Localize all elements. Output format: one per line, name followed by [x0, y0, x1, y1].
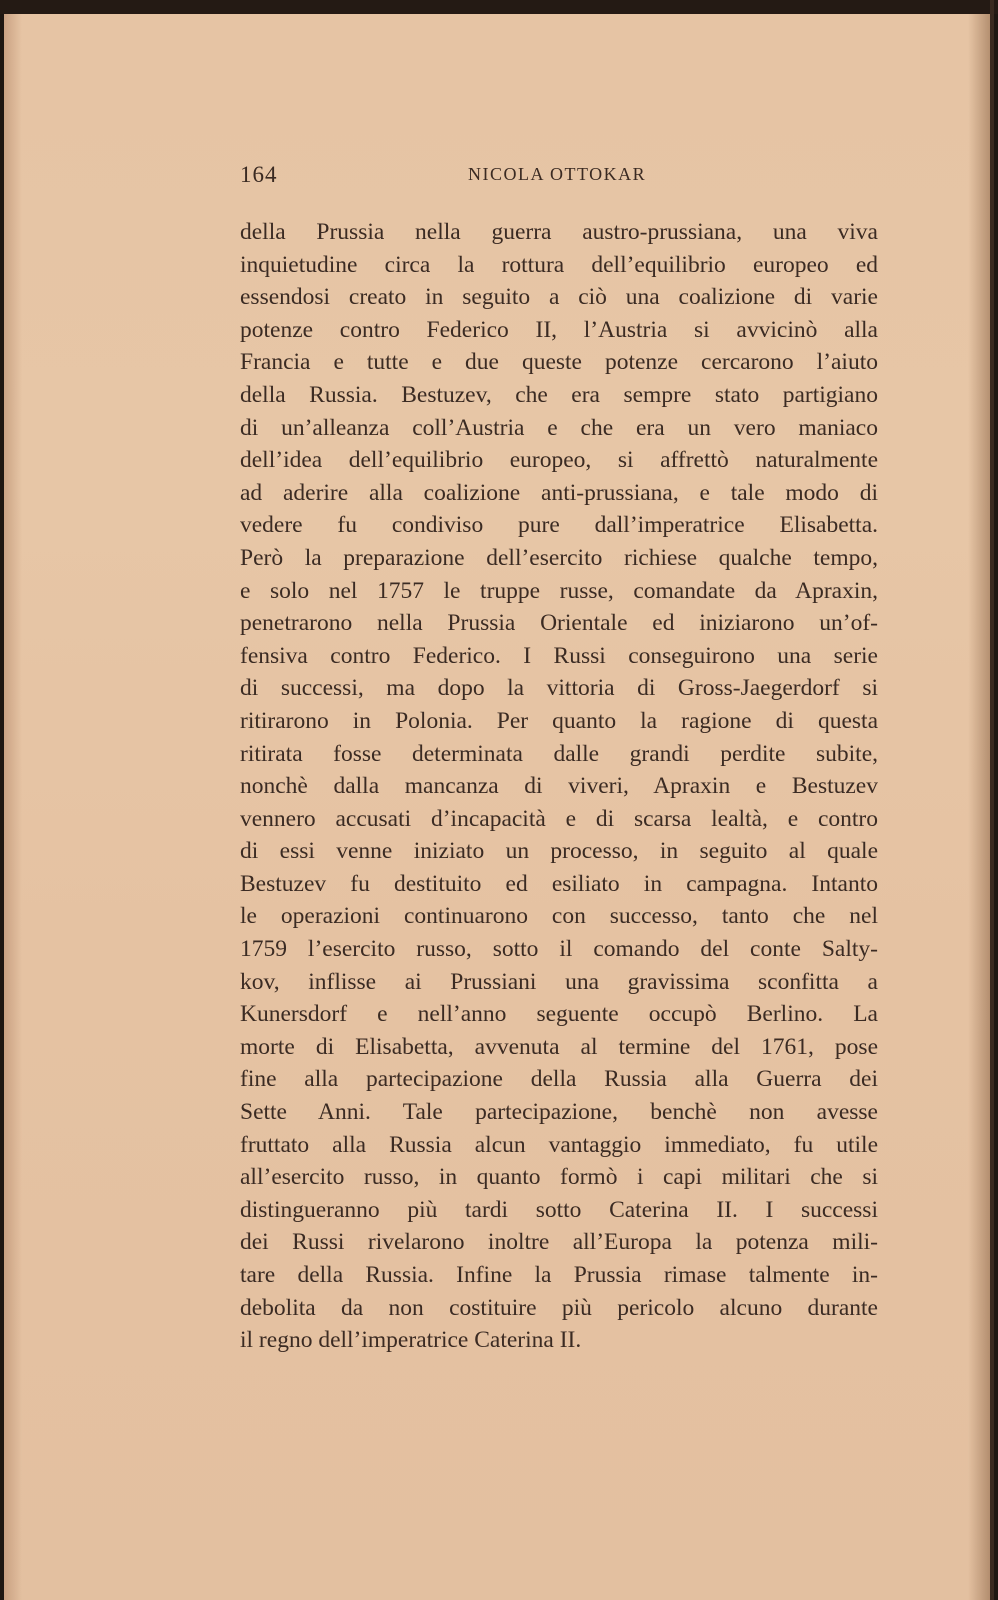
text-line: 1759 l’esercito russo, sotto il comando del conte Salty-: [240, 936, 878, 963]
text-line: fensiva contro Federico. I Russi conseguirono una serie: [240, 642, 878, 669]
text-line: vedere fu condiviso pure dall’imperatrice Elisabetta.: [240, 512, 878, 539]
text-line: tare della Russia. Infine la Prussia rimase talmente in-: [240, 1262, 878, 1288]
text-line: penetrarono nella Prussia Orientale ed iniziarono un’of-: [240, 610, 878, 637]
text-line: morte di Elisabetta, avvenuta al termine del 1761, pose: [240, 1033, 878, 1060]
text-line: Sette Anni. Tale partecipazione, benchè non avesse: [240, 1099, 878, 1126]
text-line: potenze contro Federico II, l’Austria si avvicinò alla: [240, 316, 878, 343]
text-line: all’esercito russo, in quanto formò i capi militari che si: [240, 1164, 878, 1191]
page-right-edge: [990, 0, 994, 1600]
text-line: ad aderire alla coalizione anti-prussiana, e tale modo di: [240, 479, 878, 506]
text-line: dell’idea dell’equilibrio europeo, si affrettò naturalmente: [240, 447, 878, 474]
text-line: ritirata fosse determinata dalle grandi perdite subite,: [240, 740, 878, 767]
text-line: e solo nel 1757 le truppe russe, comandate da Apraxin,: [240, 577, 878, 604]
text-line: di essi venne iniziato un processo, in seguito al quale: [240, 838, 878, 865]
text-line: Però la preparazione dell’esercito richiese qualche tempo,: [240, 544, 878, 571]
page-top-edge: [0, 0, 998, 14]
running-header: [240, 162, 880, 192]
body-text: [240, 216, 878, 1357]
text-line: distingueranno più tardi sotto Caterina II. I successi: [240, 1196, 878, 1223]
text-line: kov, inflisse ai Prussiani una gravissima sconfitta a: [240, 968, 878, 995]
text-line: Bestuzev fu destituito ed esiliato in campagna. Intanto: [240, 870, 878, 897]
text-line: vennero accusati d’incapacità e di scarsa lealtà, e contro: [240, 805, 878, 832]
text-line: ritirarono in Polonia. Per quanto la ragione di questa: [240, 707, 878, 734]
text-line: della Prussia nella guerra austro-prussiana, una viva: [240, 219, 878, 245]
text-line: di successi, ma dopo la vittoria di Gross-Jaegerdorf si: [240, 675, 878, 702]
text-line: Francia e tutte e due queste potenze cercarono l’aiuto: [240, 349, 878, 376]
text-line: di un’alleanza coll’Austria e che era un vero maniaco: [240, 414, 878, 441]
text-line: essendosi creato in seguito a ciò una coalizione di varie: [240, 284, 878, 311]
text-line: nonchè dalla mancanza di viveri, Apraxin e Bestuzev: [240, 773, 878, 800]
text-line: le operazioni continuarono con successo, tanto che nel: [240, 903, 878, 930]
text-line: della Russia. Bestuzev, che era sempre stato partigiano: [240, 381, 878, 408]
running-head-title: NICOLA OTTOKAR: [468, 164, 647, 184]
text-line: debolita da non costituire più pericolo alcuno durante: [240, 1294, 878, 1321]
text-line: dei Russi rivelarono inoltre all’Europa la potenza mili-: [240, 1229, 878, 1256]
page-number: 164: [240, 162, 278, 187]
text-line: fine alla partecipazione della Russia alla Guerra dei: [240, 1066, 878, 1093]
text-line: fruttato alla Russia alcun vantaggio immediato, fu utile: [240, 1131, 878, 1158]
text-line: il regno dell’imperatrice Caterina II.: [240, 1327, 582, 1354]
text-line: inquietudine circa la rottura dell’equilibrio europeo ed: [240, 251, 878, 278]
text-line: Kunersdorf e nell’anno seguente occupò Berlino. La: [240, 1001, 878, 1028]
